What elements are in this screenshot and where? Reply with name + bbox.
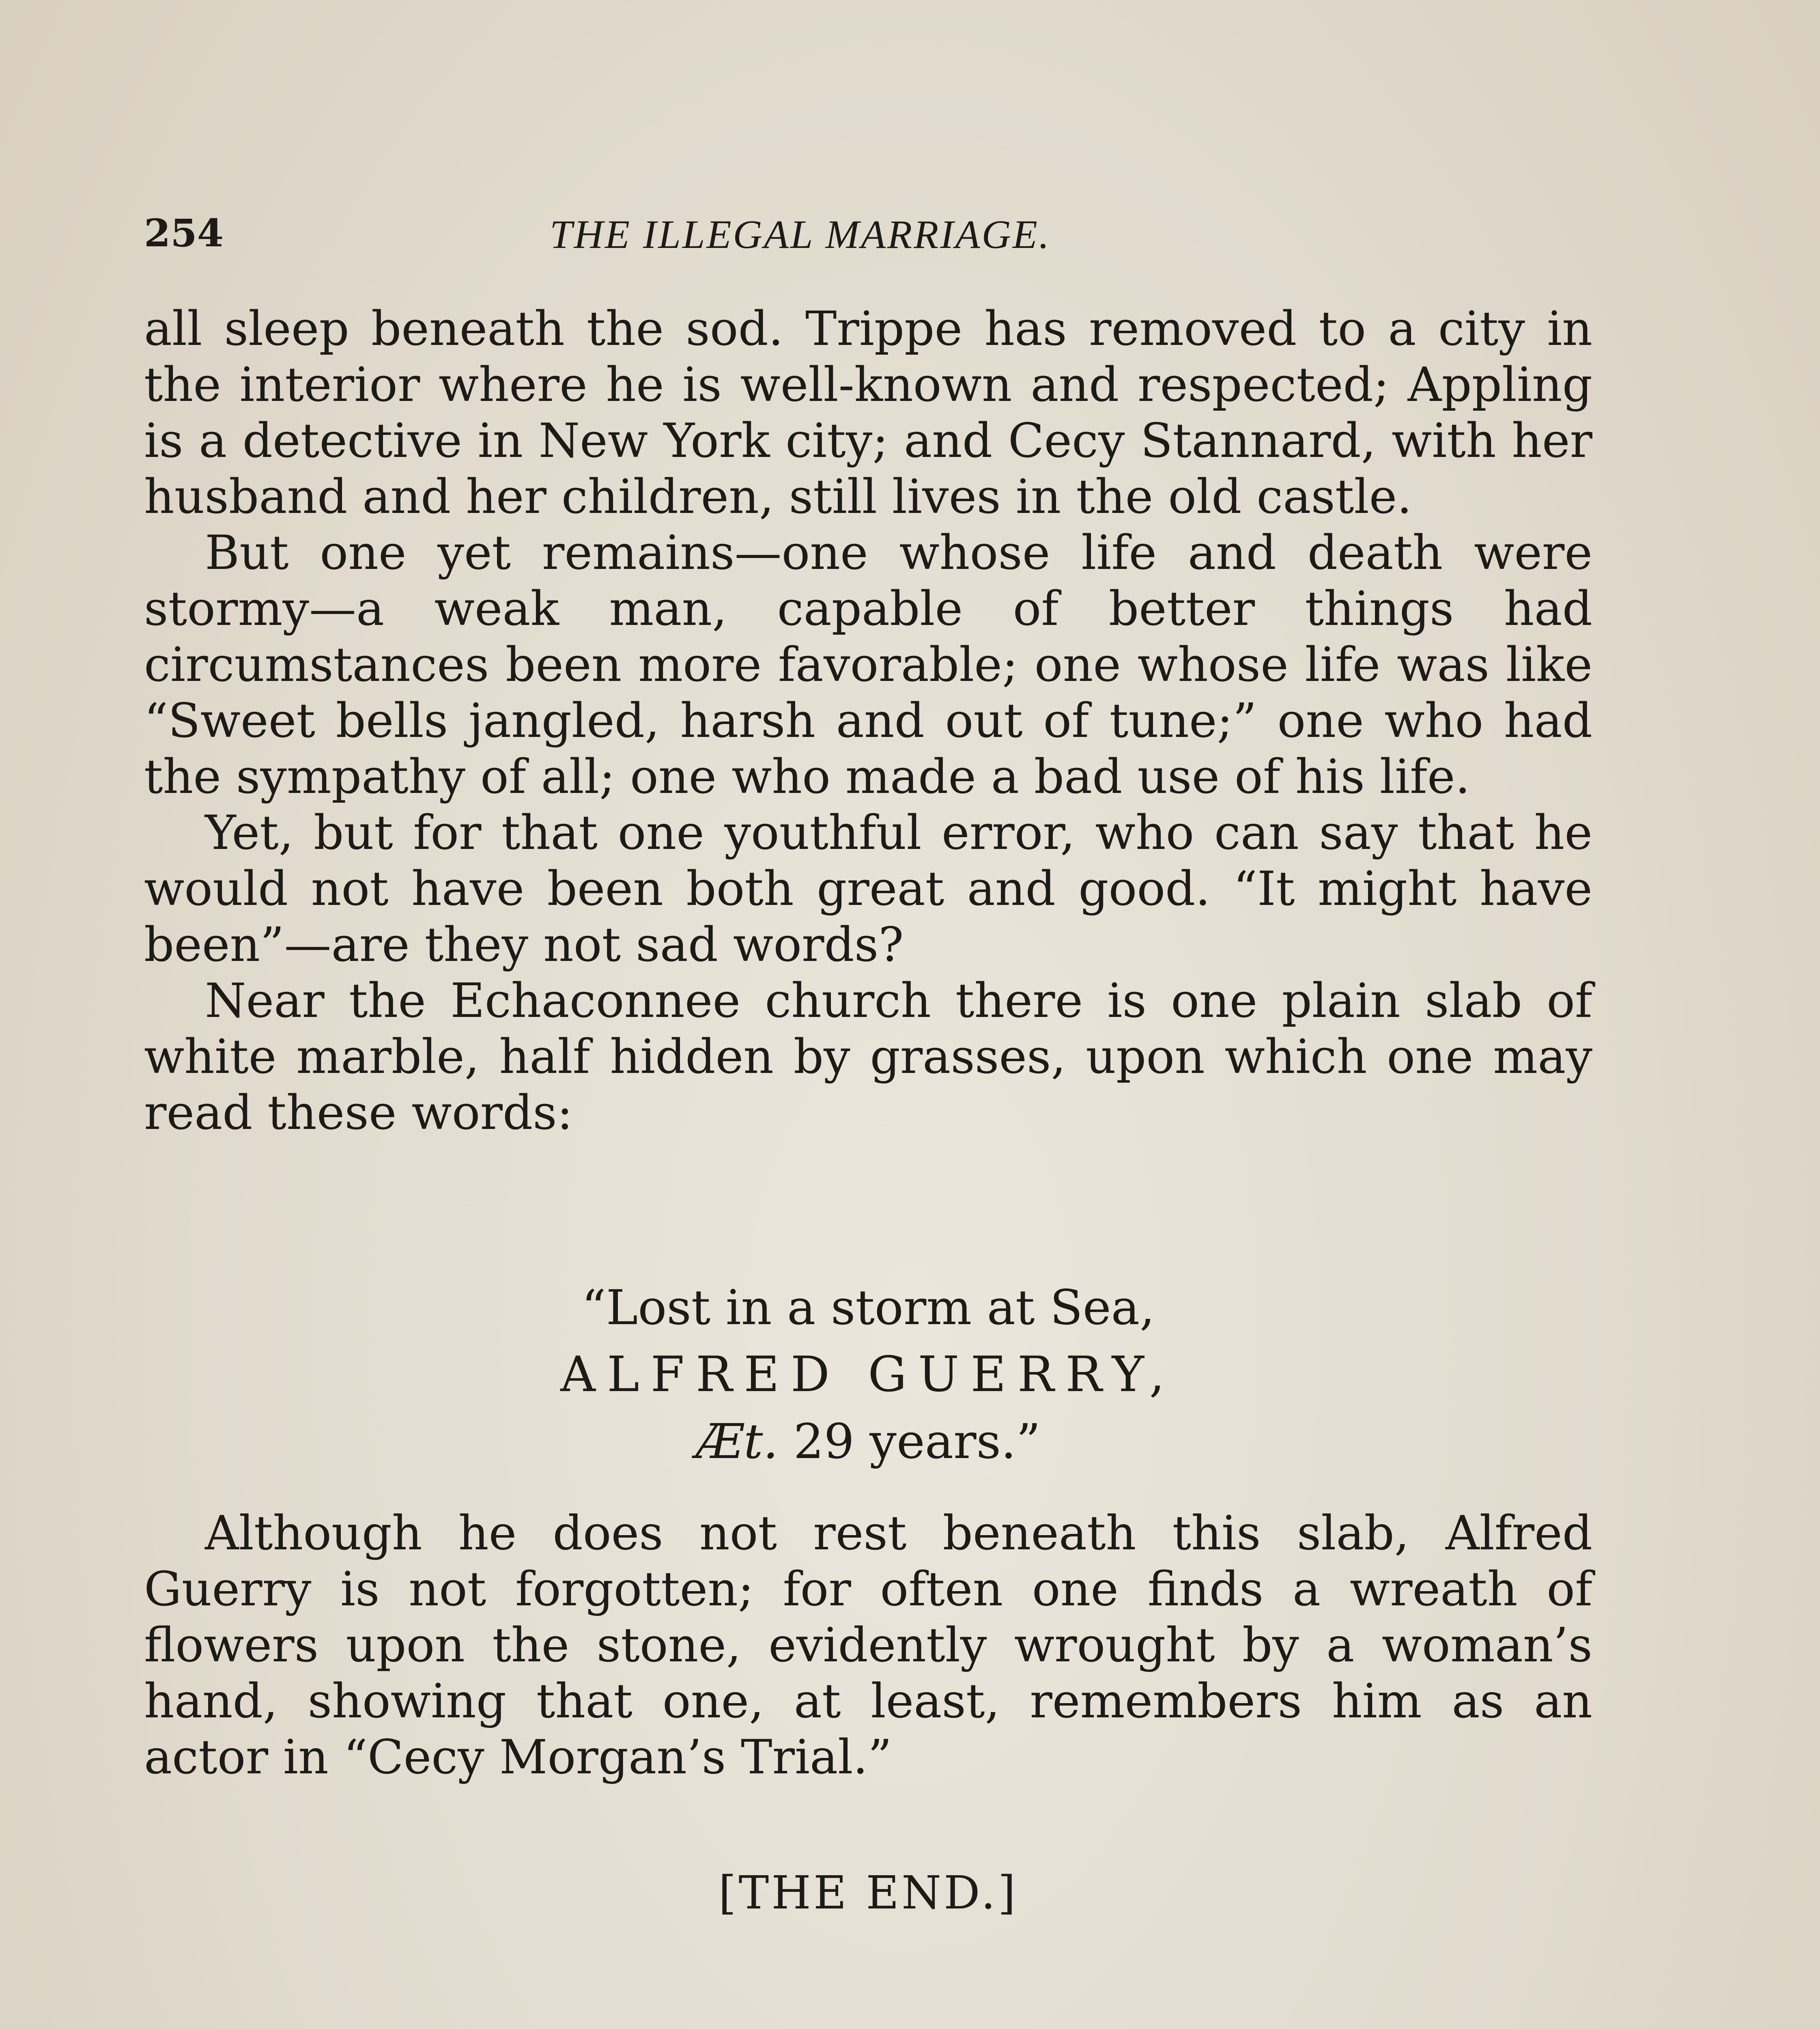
paragraph: But one yet remains—one whose life and death were stormy—a weak man, capable of better things had circumstances been more favorable; one whose life was like “Sweet bells jangled, harsh and out of tune;” one who had the sympathy of all; one who made a bad use of his life. xyxy=(144,526,1592,804)
epitaph-name: ALFRED GUERRY, xyxy=(560,1346,1176,1403)
running-head xyxy=(144,211,1596,268)
paragraph: Although he does not rest beneath this slab, Alfred Guerry is not forgotten; for often one finds a wreath of flowers upon the stone, evidently wrought by a woman’s hand, showing that one, at least, remembers him as an actor in “Cecy Morgan’s Trial.” xyxy=(144,1506,1592,1785)
epitaph-inscription xyxy=(144,1274,1592,1475)
epitaph-age-text: 29 years.” xyxy=(778,1413,1041,1469)
page-number: 254 xyxy=(144,211,224,256)
body-text-bottom xyxy=(144,1506,1592,1786)
epitaph-age-abbr: Æt. xyxy=(696,1413,779,1469)
paragraph: all sleep beneath the sod. Trippe has removed to a city in the interior where he is well-known and respected; Appling is a detective in New York city; and Cecy Stannard, with her husband and her children, still lives in the old castle. xyxy=(144,302,1592,524)
the-end-marker: [THE END.] xyxy=(718,1867,1018,1919)
paragraph: Near the Echaconnee church there is one plain slab of white marble, half hidden by grasses, upon which one may read these words: xyxy=(144,974,1592,1140)
epitaph-age xyxy=(144,1408,1592,1475)
epitaph-line: “Lost in a storm at Sea, xyxy=(581,1279,1155,1335)
body-text-top xyxy=(144,301,1592,1141)
running-title: THE ILLEGAL MARRIAGE. xyxy=(550,212,1051,257)
paragraph: Yet, but for that one youthful error, who can say that he would not have been both great and good. “It might have been”—are they not sad words? xyxy=(144,806,1592,972)
